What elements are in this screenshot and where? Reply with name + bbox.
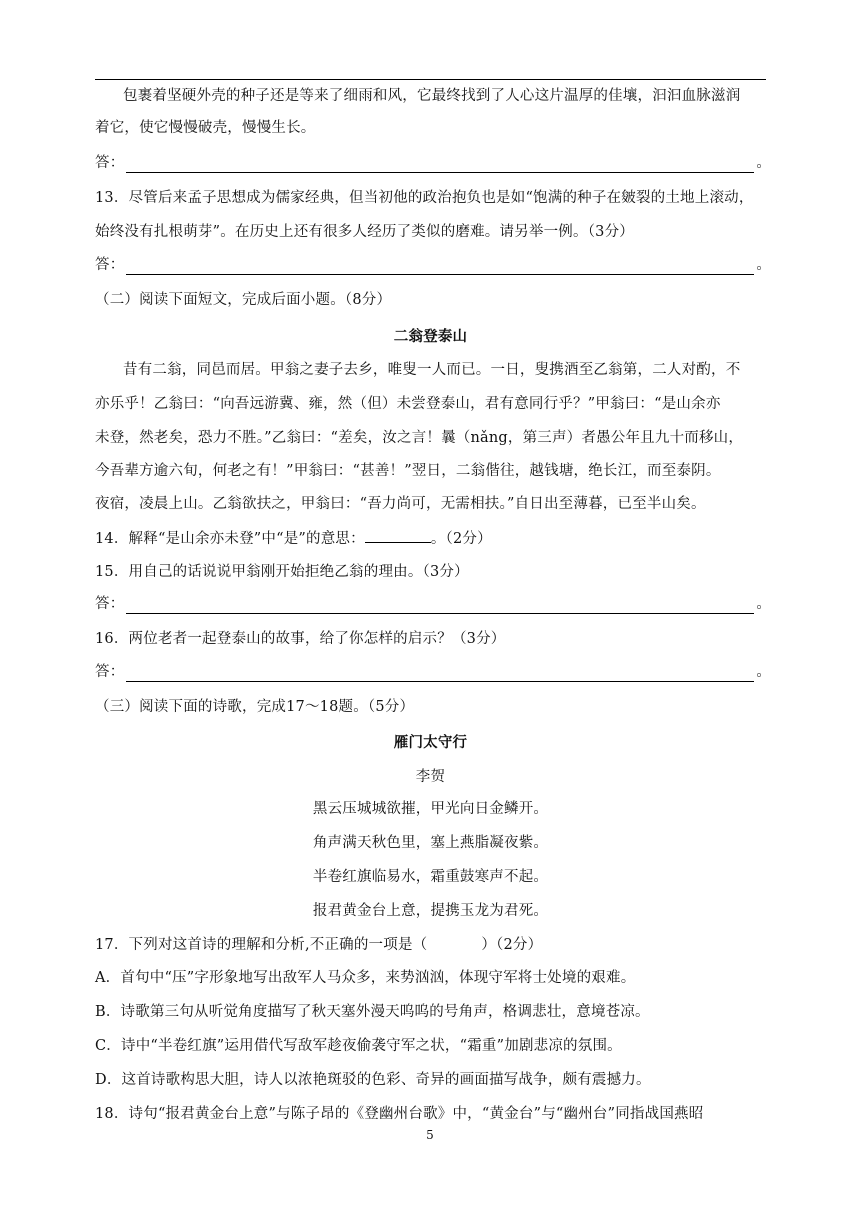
answer-blank[interactable] xyxy=(126,599,754,614)
question-15: 15．用自己的话说说甲翁刚开始拒绝乙翁的理由。（3分） xyxy=(95,564,469,580)
classical-text-line: 今吾辈方逾六旬，何老之有！”甲翁曰：“甚善！”翌日，二翁偕往，越钱塘，绝长江，而至泰阴。 xyxy=(95,463,721,479)
section-2-title: 二翁登泰山 xyxy=(393,329,468,345)
poem-line: 报君黄金台上意，提携玉龙为君死。 xyxy=(312,903,549,919)
answer-blank[interactable] xyxy=(126,667,754,682)
answer-label: 答： xyxy=(95,596,125,612)
answer-line xyxy=(95,255,772,275)
poem-title: 雁门太守行 xyxy=(393,735,468,751)
answer-end: 。 xyxy=(756,155,772,171)
question-13-line: 13．尽管后来孟子思想成为儒家经典，但当初他的政治抱负也是如“饱满的种子在皴裂的土地上滚动， xyxy=(95,190,754,206)
answer-end: 。 xyxy=(756,596,772,612)
answer-blank[interactable] xyxy=(126,158,754,173)
question-14-score: 。（2分） xyxy=(430,531,492,547)
option-d: D．这首诗歌构思大胆，诗人以浓艳斑驳的色彩、奇异的画面描写战争，颇有震撼力。 xyxy=(95,1072,651,1088)
classical-text-line: 亦乐乎！乙翁曰：“向吾远游冀、雍，然（但）未尝登泰山，君有意同行乎？”甲翁曰：“是山余亦 xyxy=(95,396,721,412)
poem-line: 角声满天秋色里，塞上燕脂凝夜紫。 xyxy=(312,835,549,851)
answer-label: 答： xyxy=(95,257,125,273)
classical-text-line: 未登，然老矣，恐力不胜。”乙翁曰：“差矣，汝之言！曩（nǎng，第三声）者愚公年且九十而移山， xyxy=(95,430,744,446)
answer-line xyxy=(95,594,772,614)
question-14-text: 14．解释“是山余亦未登”中“是”的意思： xyxy=(95,531,365,547)
option-b: B．诗歌第三句从听觉角度描写了秋天塞外漫天呜呜的号角声，格调悲壮，意境苍凉。 xyxy=(95,1004,650,1020)
option-a: A．首句中“压”字形象地写出敌军人马众多，来势汹汹，体现守军将士处境的艰难。 xyxy=(95,970,636,986)
question-13-line: 始终没有扎根萌芽”。在历史上还有很多人经历了类似的磨难。请另举一例。（3分） xyxy=(95,224,634,240)
answer-label: 答： xyxy=(95,155,125,171)
poem-author: 李贺 xyxy=(415,769,446,785)
option-c: C．诗中“半卷红旗”运用借代写敌军趁夜偷袭守军之状，“霜重”加剧悲凉的氛围。 xyxy=(95,1038,622,1054)
answer-end: 。 xyxy=(756,664,772,680)
section-3-heading: （三）阅读下面的诗歌，完成17～18题。（5分） xyxy=(95,699,415,715)
answer-blank[interactable] xyxy=(126,260,754,275)
answer-end: 。 xyxy=(756,257,772,273)
passage-line: 包裹着坚硬外壳的种子还是等来了细雨和风，它最终找到了人心这片温厚的佳壤，汩汩血脉滋润 xyxy=(123,88,741,104)
answer-label: 答： xyxy=(95,664,125,680)
question-17-text: 17．下列对这首诗的理解和分析,不正确的一项是（ xyxy=(95,937,428,953)
question-14 xyxy=(95,528,766,549)
section-2-heading: （二）阅读下面短文，完成后面小题。（8分） xyxy=(95,292,392,308)
question-18: 18．诗句“报君黄金台上意”与陈子昂的《登幽州台歌》中，“黄金台”与“幽州台”同指战国燕昭 xyxy=(95,1106,704,1122)
answer-line xyxy=(95,153,772,173)
page-number: 5 xyxy=(426,1128,434,1142)
passage-line: 着它，使它慢慢破壳，慢慢生长。 xyxy=(95,120,316,136)
classical-text-line: 昔有二翁，同邑而居。甲翁之妻子去乡，唯叟一人而已。一日，叟携酒至乙翁第，二人对酌，不 xyxy=(123,362,741,378)
poem-line: 黑云压城城欲摧，甲光向日金鳞开。 xyxy=(312,801,549,817)
question-14-blank[interactable] xyxy=(365,528,431,543)
poem-line: 半卷红旗临易水，霜重鼓寒声不起。 xyxy=(312,869,549,885)
header-rule xyxy=(95,79,766,80)
question-17 xyxy=(95,935,766,955)
question-17-score: ）（2分） xyxy=(481,937,543,953)
answer-line xyxy=(95,662,772,682)
classical-text-line: 夜宿，凌晨上山。乙翁欲扶之，甲翁曰：“吾力尚可，无需相扶。”自日出至薄暮，已至半山矣。 xyxy=(95,496,706,512)
question-16: 16．两位老者一起登泰山的故事，给了你怎样的启示？（3分） xyxy=(95,631,506,647)
